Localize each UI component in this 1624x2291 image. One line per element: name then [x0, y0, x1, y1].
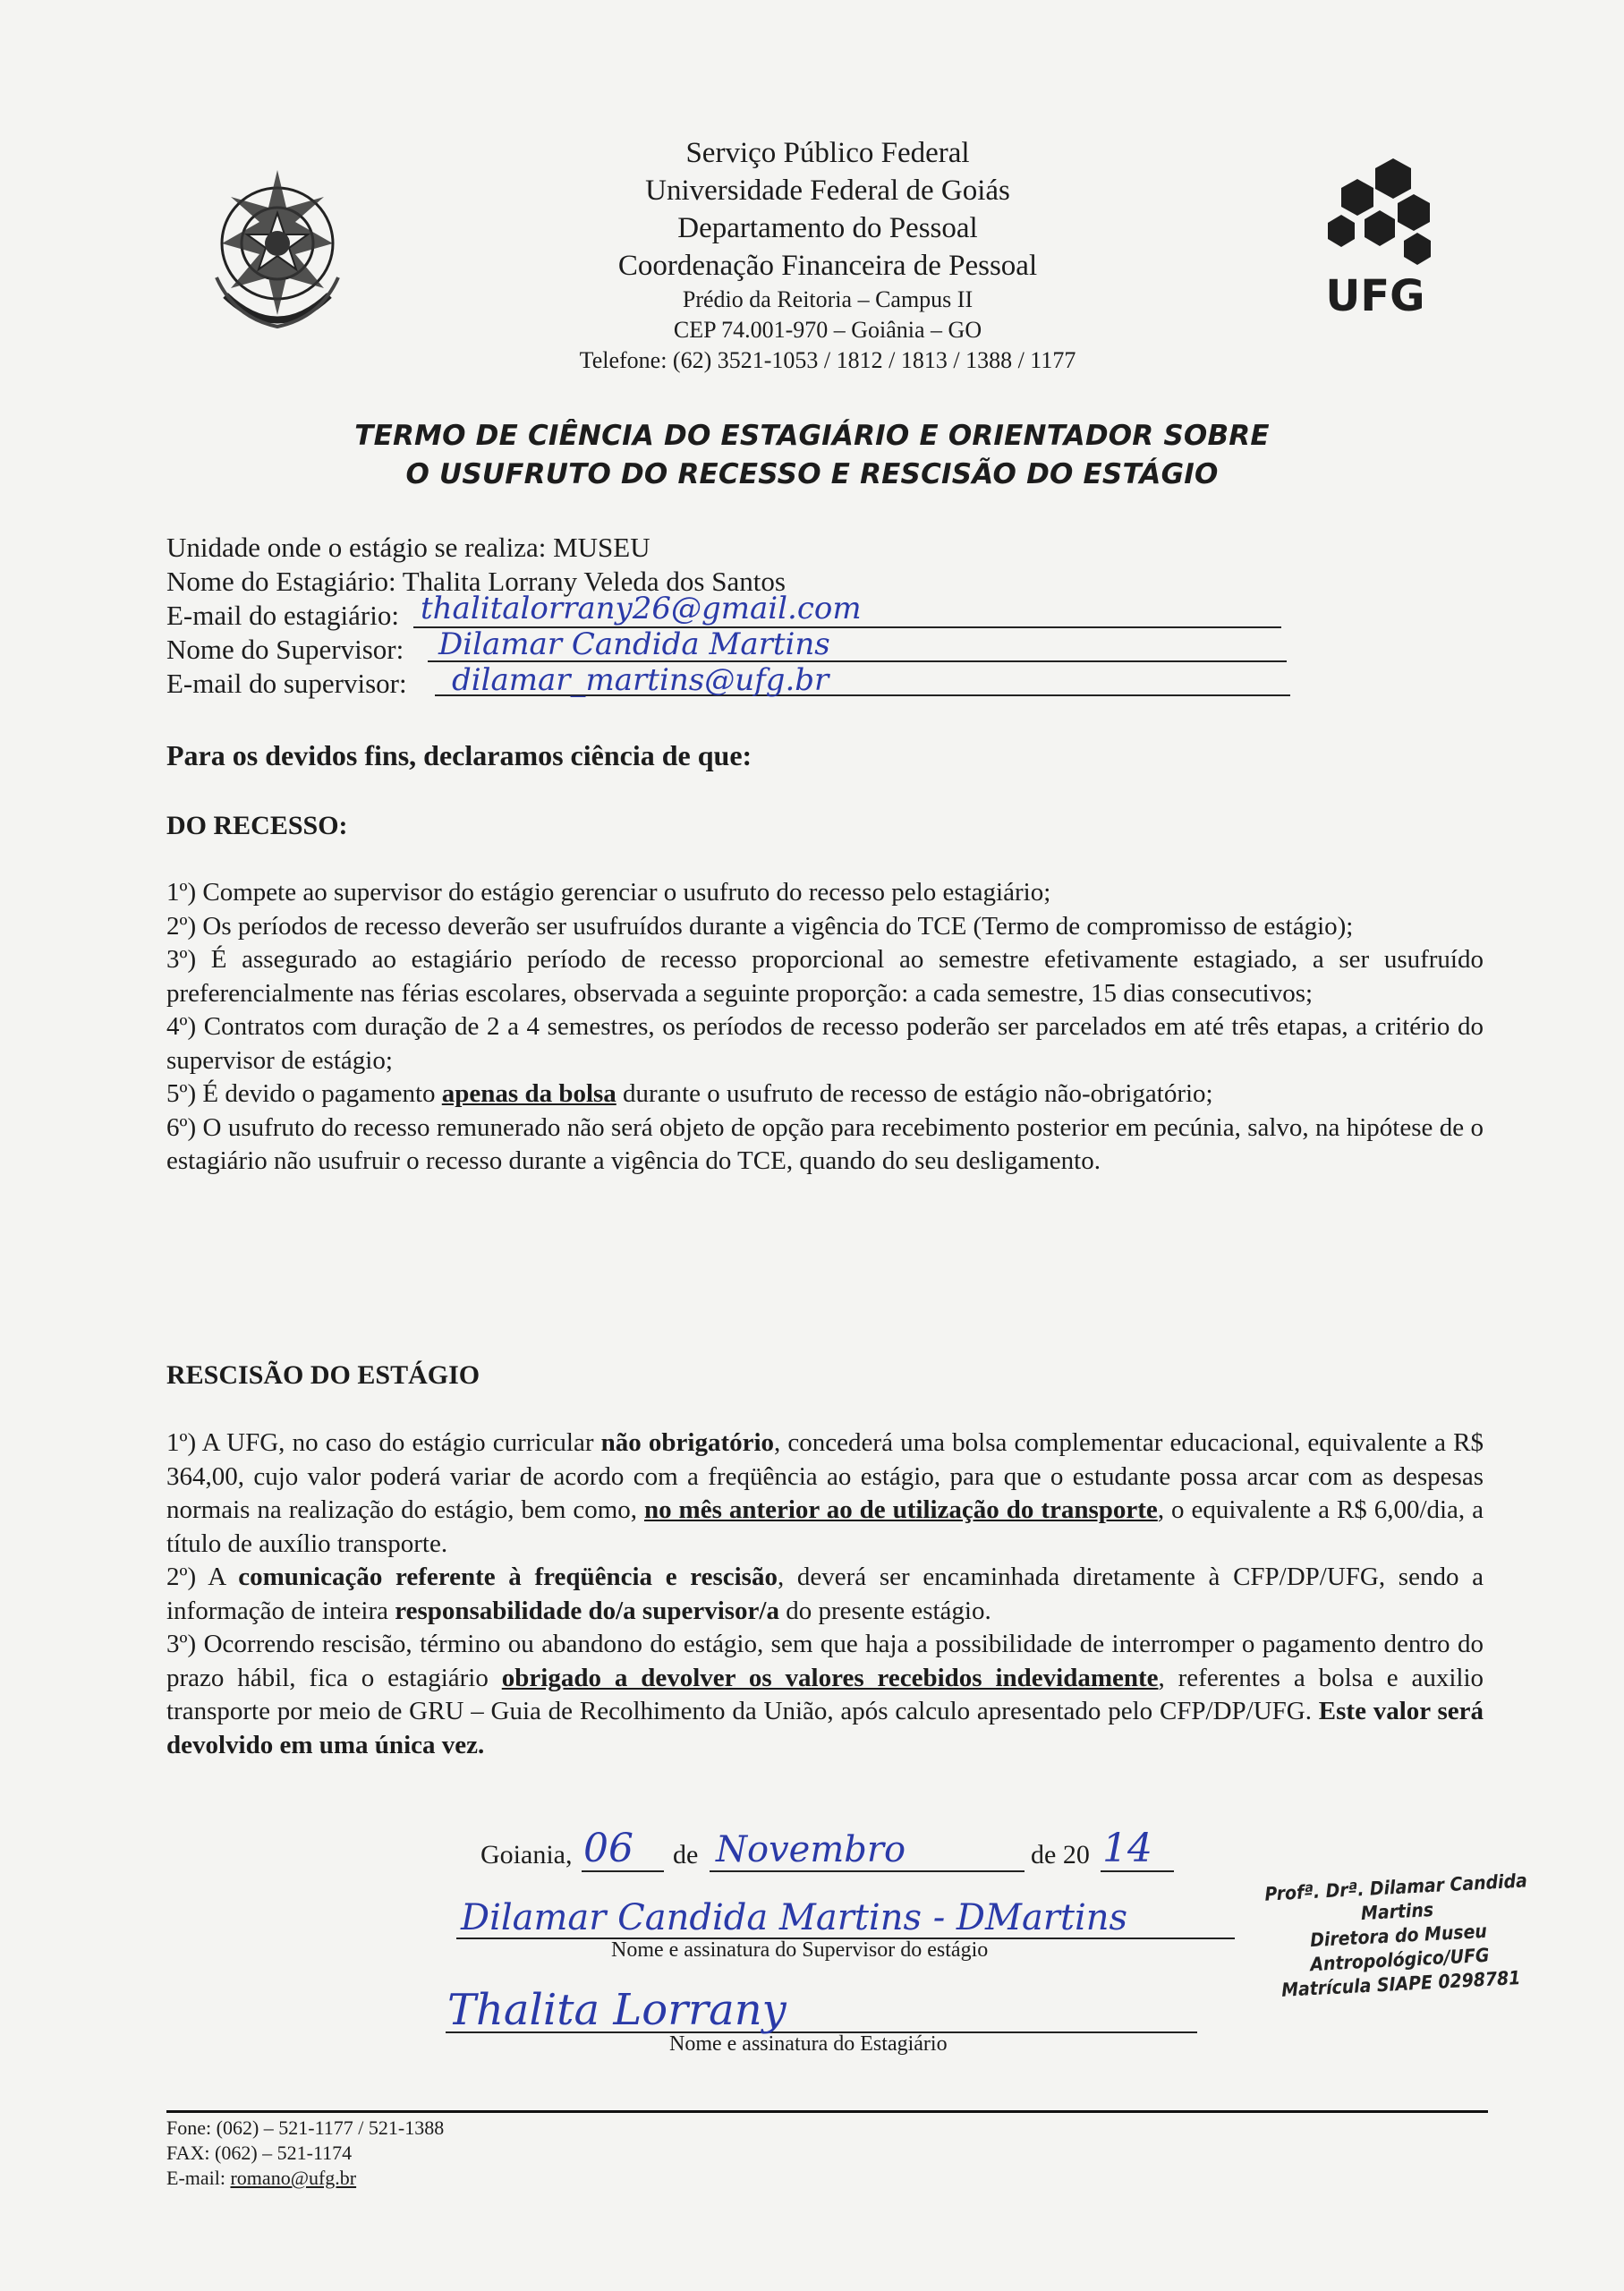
footer	[166, 2116, 444, 2191]
field-nome-supervisor-label: Nome do Supervisor:	[166, 634, 404, 665]
rescisao-item-1	[166, 1427, 1484, 1561]
rescisao-item-1-b: não obrigatório	[600, 1428, 775, 1457]
recesso-items	[166, 876, 1484, 1179]
supervisor-signature-label: Nome e assinatura do Supervisor do estágio	[611, 1938, 989, 1962]
nome-supervisor-value: Dilamar Candida Martins	[438, 626, 830, 662]
estagiario-signature-label: Nome e assinatura do Estagiário	[669, 2032, 948, 2056]
rescisao-item-3-a: 3º) Ocorrendo rescisão, término ou abandono do estágio, sem que haja a possibilidade de interromper o pagamento dentro do prazo hábil, fica o estagiário	[166, 1630, 1484, 1692]
rescisao-item-3-b: obrigado a devolver os valores recebidos indevidamente	[501, 1663, 1159, 1692]
stamp-line: Profª. Drª. Dilamar Candida Martins	[1263, 1869, 1528, 1925]
letterhead	[501, 134, 1154, 376]
stamp-line: Diretora do Museu Antropológico/UFG	[1309, 1920, 1490, 1976]
header-line: Departamento do Pessoal	[677, 212, 978, 244]
recesso-item-3: 3º) É assegurado ao estagiário período de recesso proporcional ao semestre efetivamente estagiado, a ser usufruído preferencialmente nas férias escolares, observada a seguinte proporção: a cada semestre, 15 dias consecutivos;	[166, 945, 1484, 1008]
rescisao-item-1-d: no mês anterior ao de utilização do transporte	[643, 1495, 1158, 1524]
date-month: Novembro	[716, 1829, 906, 1870]
stamp-line: Matrícula SIAPE 0298781	[1280, 1966, 1521, 2001]
recesso-item-1: 1º) Compete ao supervisor do estágio gerenciar o usufruto do recesso pelo estagiário;	[166, 878, 1051, 907]
date-prefix: Goiania,	[480, 1840, 573, 1869]
rescisao-item-3	[166, 1628, 1484, 1762]
supervisor-stamp	[1248, 1868, 1550, 2004]
header-line: Universidade Federal de Goiás	[645, 175, 1010, 207]
rescisao-item-2-c: , deverá ser encaminhada diretamente à CFP/DP/UFG, sendo a informação de inteira	[166, 1563, 1484, 1625]
date-year: 14	[1102, 1826, 1152, 1871]
field-email-estagiario-label: E-mail do estagiário:	[166, 600, 399, 631]
footer-fax: FAX: (062) – 521-1174	[166, 2142, 353, 2164]
rescisao-item-3-c: , referentes a bolsa e auxilio transporte por meio de GRU – Guia de Recolhimento da União, após calculo apresentado pelo CFP/DP/UFG.	[166, 1663, 1484, 1725]
rescisao-item-2	[166, 1561, 1484, 1628]
recesso-heading: DO RECESSO:	[166, 811, 348, 840]
header-line: Coordenação Financeira de Pessoal	[617, 250, 1038, 282]
field-email-supervisor-label: E-mail do supervisor:	[166, 668, 407, 699]
footer-fone: Fone: (062) – 521-1177 / 521-1388	[166, 2116, 445, 2139]
coat-of-arms-icon	[199, 161, 355, 345]
rescisao-heading: RESCISÃO DO ESTÁGIO	[166, 1360, 480, 1390]
document-title	[268, 417, 1356, 494]
header-line: Serviço Público Federal	[685, 137, 970, 169]
supervisor-signature: Dilamar Candida Martins - DMartins	[461, 1897, 1128, 1938]
footer-email-link[interactable]: romano@ufg.br	[230, 2167, 357, 2189]
rescisao-item-2-b: comunicação referente à freqüência e rescisão	[238, 1563, 778, 1591]
date-day: 06	[583, 1826, 633, 1871]
rescisao-item-3-d: Este valor será devolvido em uma única vez.	[166, 1697, 1484, 1759]
email-estagiario-value: thalitalorrany26@gmail.com	[421, 591, 862, 626]
rescisao-items	[166, 1427, 1484, 1762]
declaration-heading: Para os devidos fins, declaramos ciência de que:	[166, 739, 752, 771]
recesso-item-5-c: durante o usufruto de recesso de estágio não-obrigatório;	[616, 1079, 1213, 1108]
estagiario-signature: Thalita Lorrany	[447, 1985, 786, 2035]
email-supervisor-value: dilamar_martins@ufg.br	[452, 662, 829, 698]
date-month-line	[710, 1870, 1025, 1872]
rescisao-item-2-e: do presente estágio.	[778, 1596, 991, 1625]
rescisao-item-2-d: responsabilidade do/a supervisor/a	[395, 1596, 779, 1625]
ufg-logo-text: UFG	[1325, 271, 1425, 318]
recesso-item-2: 2º) Os períodos de recesso deverão ser usufruídos durante a vigência do TCE (Termo de compromisso de estágio);	[166, 911, 1354, 941]
title-line: TERMO DE CIÊNCIA DO ESTAGIÁRIO E ORIENTADOR SOBRE	[354, 420, 1270, 452]
recesso-item-5-a: 5º) É devido o pagamento	[166, 1079, 442, 1108]
rescisao-item-1-c: , concederá uma bolsa complementar educacional, equivalente a R$ 364,00, cujo valor poderá variar de acordo com a freqüência ao estágio, para que o estudante possa arcar com as despesas normais na realização do estágio, bem como,	[166, 1428, 1484, 1524]
recesso-item-5	[166, 1077, 1484, 1111]
date-de-2: de 20	[1031, 1840, 1090, 1869]
rescisao-item-1-e: , o equivalente a R$ 6,00/dia, a título de auxílio transporte.	[166, 1495, 1484, 1558]
recesso-item-4: 4º) Contratos com duração de 2 a 4 semestres, os períodos de recesso poderão ser parcelados em até três etapas, a critério do supervisor de estágio;	[166, 1012, 1484, 1075]
field-nome-estagiario: Nome do Estagiário: Thalita Lorrany Veleda dos Santos	[166, 566, 786, 597]
date-de-1: de	[673, 1840, 699, 1869]
field-unidade: Unidade onde o estágio se realiza: MUSEU	[166, 532, 650, 563]
ufg-logo-icon	[1308, 157, 1442, 318]
footer-email-row	[166, 2166, 444, 2191]
footer-divider	[166, 2110, 1488, 2113]
recesso-item-5-b: apenas da bolsa	[441, 1079, 616, 1108]
header-line: Telefone: (62) 3521-1053 / 1812 / 1813 / 1388 / 1177	[579, 347, 1076, 373]
header-line: Prédio da Reitoria – Campus II	[682, 286, 974, 312]
recesso-item-6: 6º) O usufruto do recesso remunerado não será objeto de opção para recebimento posterior em pecúnia, salvo, na hipótese de o estagiário não usufruir o recesso durante a vigência do TCE, quando do seu desligamento.	[166, 1112, 1484, 1175]
rescisao-item-1-a: 1º) A UFG, no caso do estágio curricular	[166, 1428, 601, 1457]
footer-email-label: E-mail:	[166, 2167, 231, 2189]
title-line: O USUFRUTO DO RECESSO E RESCISÃO DO ESTÁGIO	[405, 458, 1219, 490]
header-line: CEP 74.001-970 – Goiânia – GO	[673, 317, 982, 343]
rescisao-item-2-a: 2º) A	[166, 1563, 239, 1591]
